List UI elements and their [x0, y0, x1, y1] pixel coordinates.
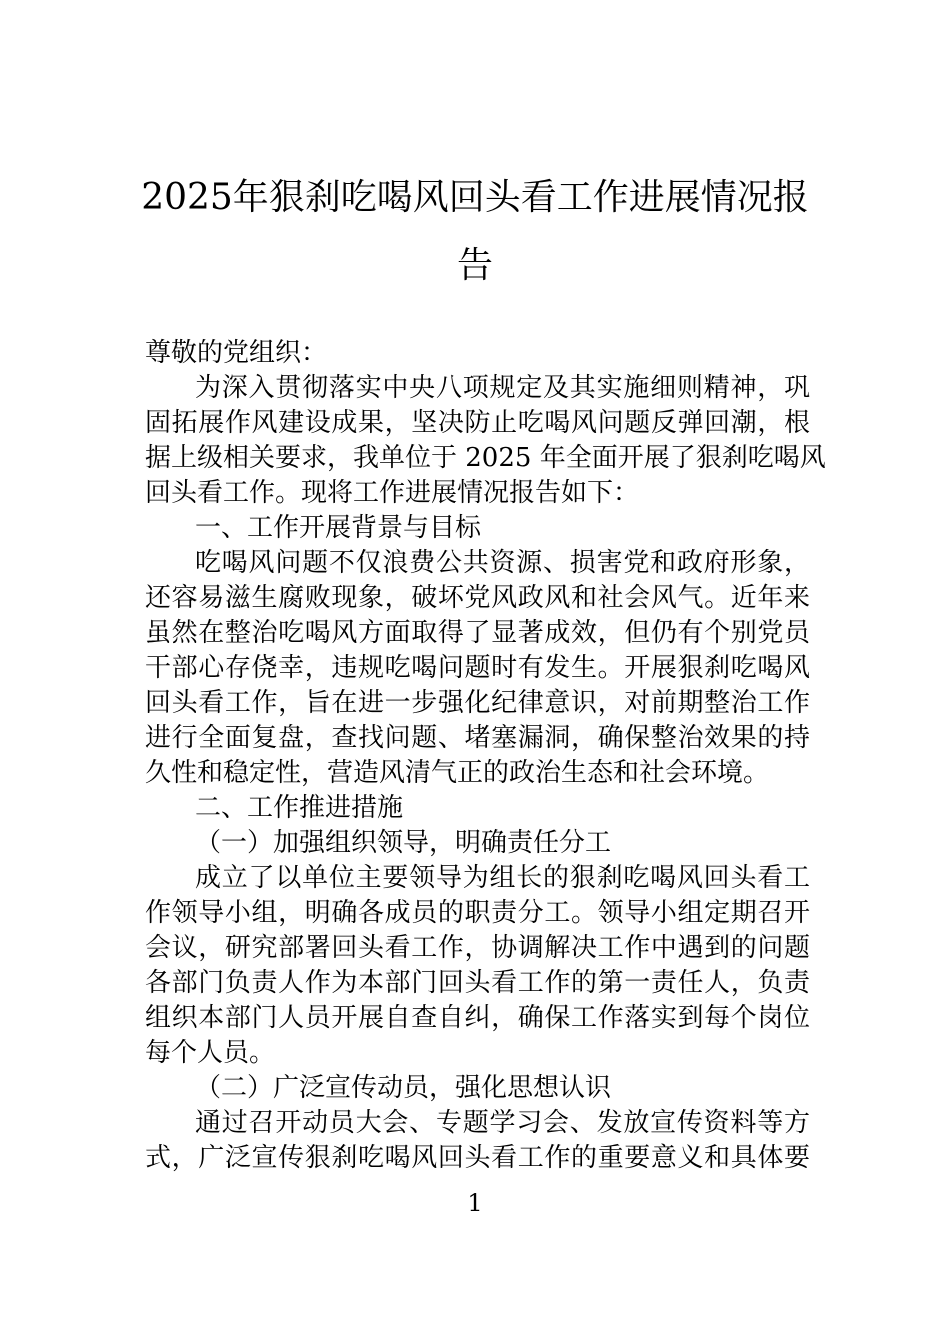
document-title-line-2: 告: [456, 245, 493, 286]
paragraph-line: 久性和稳定性，营造风清气正的政治生态和社会环境。: [145, 758, 770, 788]
paragraph-line: 虽然在整治吃喝风方面取得了显著成效，但仍有个别党员: [145, 618, 810, 648]
paragraph-line: 回头看工作。现将工作进展情况报告如下：: [145, 478, 640, 508]
section-heading: 二、工作推进措施: [195, 793, 404, 823]
paragraph-line: 各部门负责人作为本部门回头看工作的第一责任人，负责: [145, 968, 810, 998]
paragraph-line: 组织本部门人员开展自查自纠，确保工作落实到每个岗位: [145, 1003, 810, 1033]
paragraph-line: 回头看工作，旨在进一步强化纪律意识，对前期整治工作: [145, 688, 810, 718]
paragraph-line: 式，广泛宣传狠刹吃喝风回头看工作的重要意义和具体要: [145, 1143, 810, 1173]
document-title-line-1: 2025年狠刹吃喝风回头看工作进展情况报: [141, 177, 809, 218]
paragraph-line: 固拓展作风建设成果，坚决防止吃喝风问题反弹回潮，根: [145, 408, 810, 438]
subsection-heading: （一）加强组织领导，明确责任分工: [195, 828, 612, 858]
paragraph-line: 每个人员。: [145, 1038, 276, 1068]
paragraph-line: 进行全面复盘，查找问题、堵塞漏洞，确保整治效果的持: [145, 723, 810, 753]
paragraph-line: 为深入贯彻落实中央八项规定及其实施细则精神，巩: [195, 373, 810, 403]
paragraph-line: 会议，研究部署回头看工作，协调解决工作中遇到的问题: [145, 933, 810, 963]
section-heading: 一、工作开展背景与目标: [195, 513, 482, 543]
paragraph-line: 据上级相关要求，我单位于 2025 年全面开展了狠刹吃喝风: [145, 443, 826, 473]
paragraph-line: 成立了以单位主要领导为组长的狠刹吃喝风回头看工: [195, 863, 810, 893]
page-number: 1: [467, 1189, 483, 1217]
subsection-heading: （二）广泛宣传动员，强化思想认识: [195, 1073, 612, 1103]
document-body: [145, 336, 826, 1176]
paragraph-line: 还容易滋生腐败现象，破坏党风政风和社会风气。近年来: [145, 583, 810, 613]
salutation: 尊敬的党组织：: [145, 338, 328, 368]
paragraph-line: 通过召开动员大会、专题学习会、发放宣传资料等方: [195, 1108, 810, 1138]
paragraph-line: 吃喝风问题不仅浪费公共资源、损害党和政府形象，: [195, 548, 810, 578]
paragraph-line: 作领导小组，明确各成员的职责分工。领导小组定期召开: [145, 898, 810, 928]
paragraph-line: 干部心存侥幸，违规吃喝问题时有发生。开展狠刹吃喝风: [145, 653, 810, 683]
